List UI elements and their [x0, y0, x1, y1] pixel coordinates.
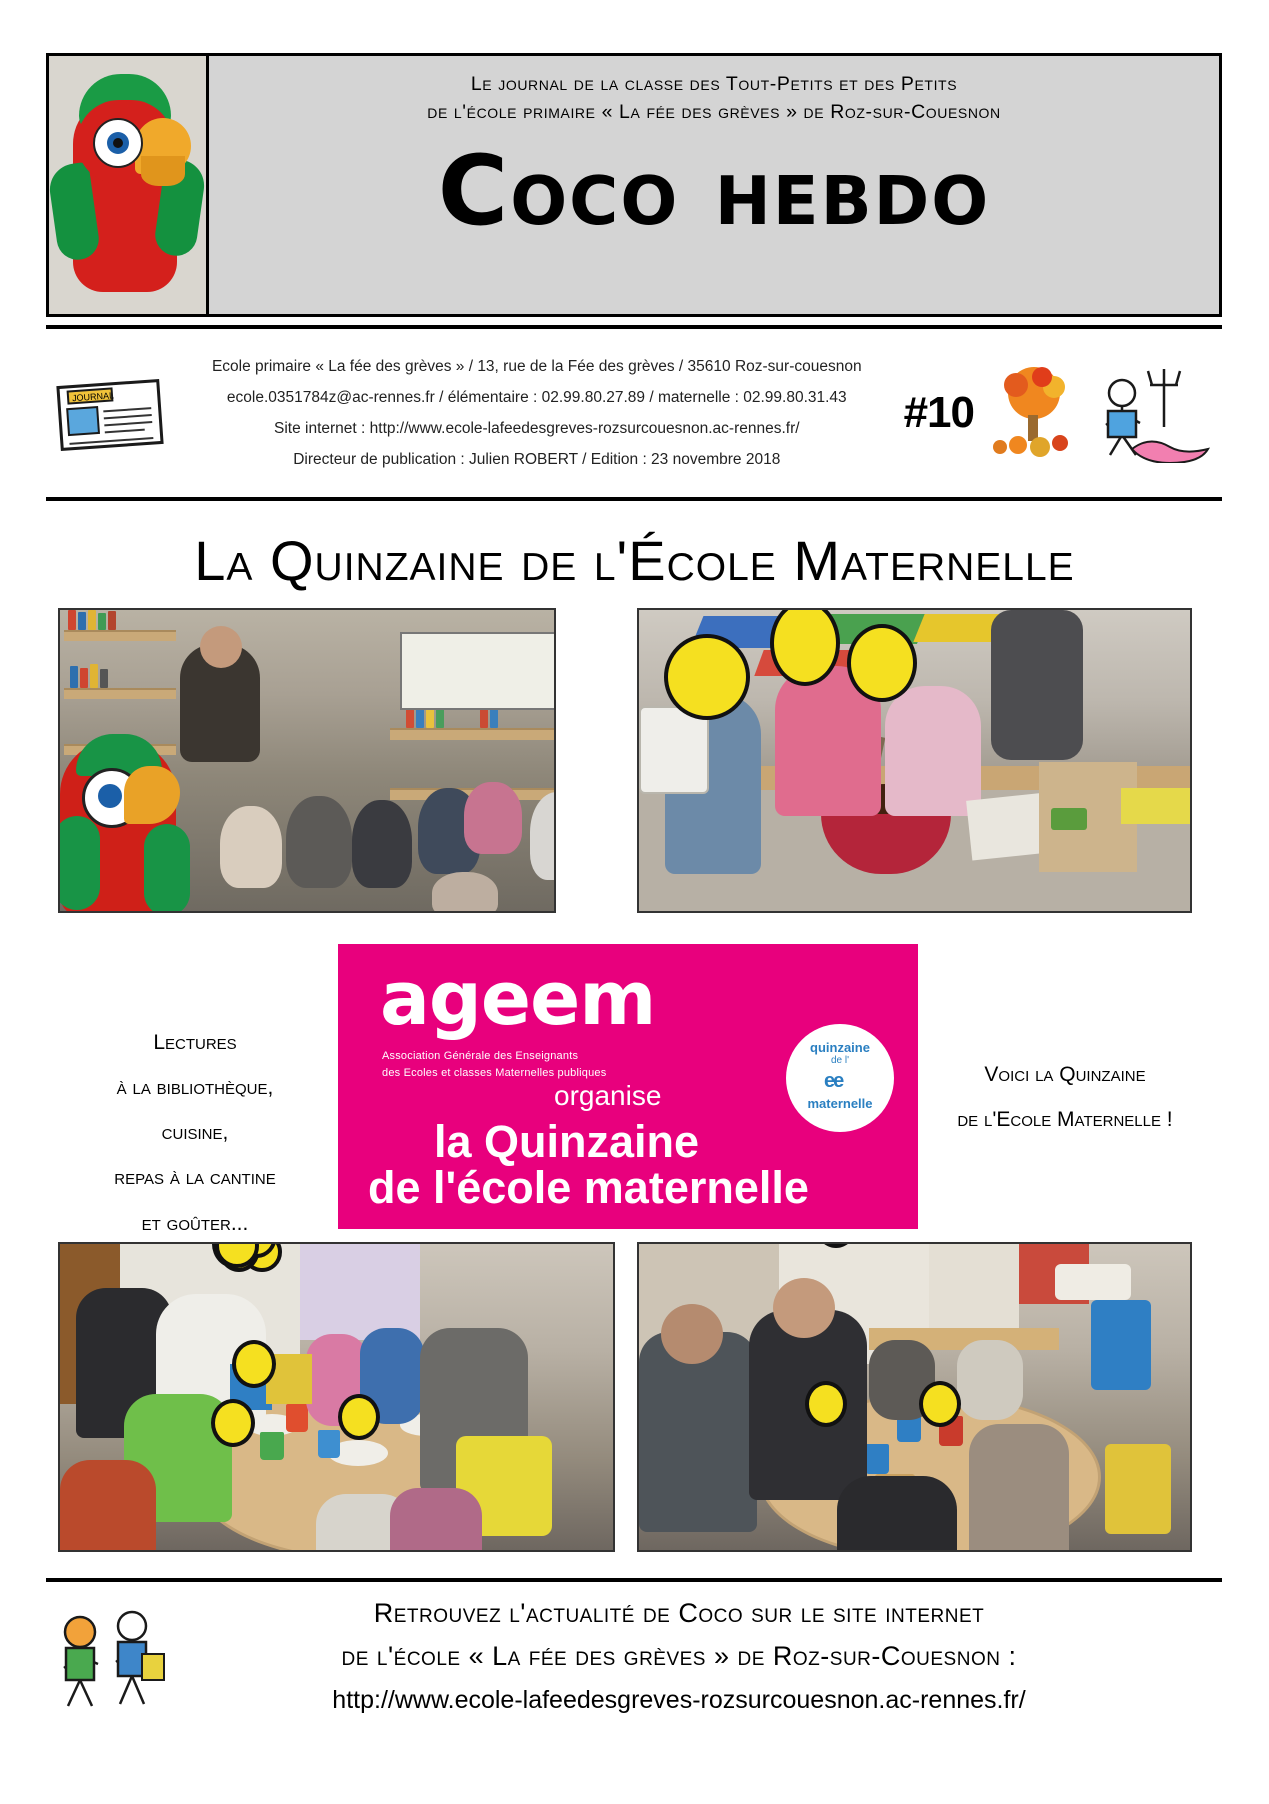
- face-anonymisation-dot: [232, 1340, 276, 1388]
- poster-title-line-2: de l'école maternelle: [368, 1162, 809, 1213]
- adult-figure-shape: [991, 610, 1083, 760]
- child-shape: [60, 1460, 156, 1552]
- ageem-poster: [338, 944, 918, 1229]
- newspaper-icon: [54, 370, 174, 456]
- footer-line-1: Retrouvez l'actualité de Coco sur le site internet: [373, 1598, 985, 1628]
- face-anonymisation-dot: [805, 1381, 847, 1427]
- cup-shape: [260, 1432, 284, 1460]
- footer-line-2: de l'école « La fée des grèves » de Roz-sur-Couesnon :: [341, 1641, 1017, 1672]
- ageem-logo-glasses: [481, 956, 579, 1042]
- info-line-publication: Directeur de publication : Julien ROBERT / Edition : 23 novembre 2018: [293, 451, 781, 468]
- quinzaine-badge: [786, 1024, 894, 1132]
- caption-left-line-1: Lectures: [153, 1031, 237, 1054]
- caption-left-line-4: repas à la cantine: [114, 1166, 276, 1190]
- book-shape: [100, 669, 108, 688]
- face-anonymisation-dot: [664, 634, 750, 720]
- cup-shape: [318, 1430, 340, 1458]
- child-shape: [464, 782, 522, 854]
- chair-shape: [1105, 1444, 1171, 1534]
- ageem-subtitle-line-2: des Ecoles et classes Maternelles publiques: [382, 1066, 607, 1079]
- book-shape: [70, 666, 78, 688]
- poster-organise-label: organise: [554, 1080, 662, 1111]
- chair-shape: [1091, 1300, 1151, 1390]
- book-shape: [436, 709, 444, 728]
- child-shape: [390, 1488, 482, 1552]
- badge-line-3: maternelle: [807, 1096, 873, 1111]
- face-anonymisation-dot: [338, 1394, 380, 1440]
- divider-footer: [46, 1578, 1222, 1582]
- caption-right: [905, 1052, 1225, 1142]
- parrot-puppet-photo: [49, 56, 209, 314]
- badge-line-2: de l': [830, 1055, 850, 1066]
- poster-title-line-1: la Quinzaine: [434, 1116, 700, 1167]
- book-shape: [88, 610, 96, 630]
- child-shape: [432, 872, 498, 913]
- page-title: Coco hebdo: [437, 134, 991, 247]
- parrot-wing-shape: [58, 816, 100, 910]
- parrot-pupil-shape: [113, 138, 123, 148]
- ageem-subtitle: [382, 1048, 606, 1081]
- masthead-subtitle-line-2: de l'école primaire « La fée des grèves » de Roz-sur-Couesnon: [427, 101, 1001, 124]
- package-shape: [1121, 788, 1191, 824]
- bookshelf-shape: [64, 688, 176, 699]
- footer-text: [176, 1592, 1222, 1723]
- face-anonymisation-dot: [847, 624, 917, 702]
- parrot-lower-beak-shape: [141, 156, 185, 186]
- bio-label-shape: [1051, 808, 1087, 830]
- face-anonymisation-dot: [919, 1381, 961, 1427]
- book-shape: [416, 708, 424, 728]
- child-shape: [220, 806, 282, 888]
- book-shape: [78, 612, 86, 630]
- caption-right-line-2: de l'Ecole Maternelle !: [957, 1108, 1173, 1132]
- child-shape: [885, 686, 981, 816]
- badge-line-1: quinzaine: [810, 1040, 870, 1055]
- child-shape: [286, 796, 352, 888]
- book-shape: [80, 668, 88, 688]
- svg-text:JOURNAL: JOURNAL: [71, 390, 115, 404]
- adult-head-shape: [200, 626, 242, 668]
- masthead-text: [209, 56, 1219, 314]
- footer-website-url[interactable]: http://www.ecole-lafeedesgreves-rozsurcouesnon.ac-rennes.fr/: [332, 1686, 1026, 1715]
- contact-info: [174, 351, 900, 475]
- cup-shape: [286, 1404, 308, 1432]
- ageem-logo-text: [380, 956, 656, 1042]
- book-shape: [98, 613, 106, 630]
- info-line-website: Site internet : http://www.ecole-lafeedesgreves-rozsurcouesnon.ac-rennes.fr/: [274, 420, 800, 437]
- ageem-logo-part-3: m: [579, 956, 656, 1042]
- masthead: [46, 53, 1222, 317]
- ageem-logo-part-2: ee: [480, 956, 580, 1042]
- book-shape: [68, 610, 76, 630]
- cup-shape: [865, 1444, 889, 1474]
- poster-on-wall-shape: [300, 1244, 420, 1340]
- book-shape: [90, 664, 98, 688]
- child-shape: [957, 1340, 1023, 1420]
- info-bar: [46, 332, 1222, 494]
- footer: [46, 1592, 1222, 1762]
- photo-cooking-chocolate-bowl: [637, 608, 1192, 913]
- caption-left-line-5: et goûter...: [141, 1211, 249, 1235]
- caption-left-line-3: cuisine,: [161, 1121, 229, 1145]
- caption-left-line-2: à la bibliothèque,: [116, 1076, 274, 1100]
- child-shape: [837, 1476, 957, 1552]
- face-anonymisation-dot: [211, 1399, 255, 1447]
- masthead-subtitle-line-1: Le journal de la classe des Tout-Petits et des Petits: [470, 73, 958, 95]
- child-shape: [969, 1424, 1069, 1552]
- caption-left: [60, 1020, 330, 1246]
- photo-reading-at-library: [58, 608, 556, 913]
- issue-number: #10: [903, 388, 974, 437]
- divider-top: [46, 325, 1222, 329]
- ageem-subtitle-line-1: Association Générale des Enseignants: [382, 1050, 579, 1062]
- parrot-wing-shape: [144, 824, 190, 913]
- ageem-logo-part-1: ag: [380, 956, 481, 1042]
- stool-shape: [1055, 1264, 1131, 1300]
- parrot-iris-shape: [98, 784, 122, 808]
- badge-glasses-icon: ee: [824, 1070, 843, 1092]
- whiteboard-shape: [400, 632, 556, 710]
- photo-snack-time: [637, 1242, 1192, 1552]
- autumn-illustration: [982, 363, 1222, 463]
- book-shape: [108, 611, 116, 630]
- caption-right-line-1: Voici la Quinzaine: [984, 1063, 1146, 1086]
- photo-lunch-at-canteen: [58, 1242, 615, 1552]
- adult-head-shape: [661, 1304, 723, 1364]
- adult-head-shape: [773, 1278, 835, 1338]
- child-shape: [352, 800, 412, 888]
- info-line-email-phones: ecole.0351784z@ac-rennes.fr / élémentaire : 02.99.80.27.89 / maternelle : 02.99.80.31.43: [226, 389, 847, 406]
- divider-below-info: [46, 497, 1222, 501]
- children-illustration: [46, 1598, 176, 1718]
- article-headline: La Quinzaine de l'École Maternelle: [194, 529, 1075, 592]
- bookshelf-shape: [64, 630, 176, 641]
- info-line-address: Ecole primaire « La fée des grèves » / 13, rue de la Fée des grèves / 35610 Roz-sur-couesnon: [211, 358, 862, 375]
- bookshelf-shape: [390, 728, 554, 740]
